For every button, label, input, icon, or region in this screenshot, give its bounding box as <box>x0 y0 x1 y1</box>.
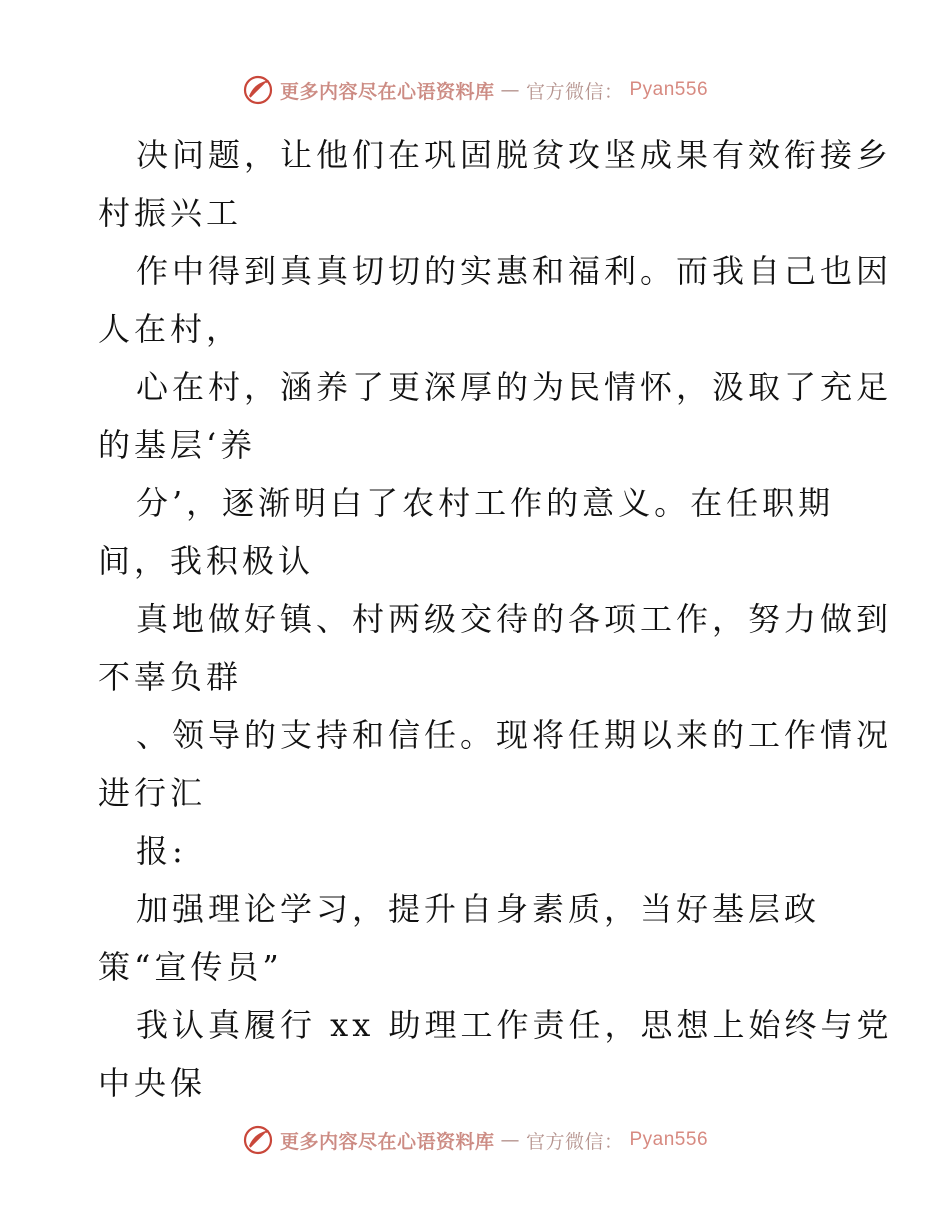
paragraph-line: 我认真履行 xx 助理工作责任，思想上始终与党 <box>136 1006 893 1044</box>
paragraph <box>98 590 893 706</box>
paragraph-line: 真地做好镇、村两级交待的各项工作，努力做到 <box>136 600 893 638</box>
watermark-separator: — <box>500 79 520 101</box>
wechat-label: 官方微信： <box>525 80 624 103</box>
paragraph-line: 人在村， <box>98 310 243 348</box>
paragraph <box>98 474 858 590</box>
footer-watermark <box>0 1120 950 1160</box>
watermark-text: 更多内容尽在心语资料库 <box>279 80 495 103</box>
paragraph <box>98 242 893 358</box>
section-heading <box>98 880 858 996</box>
wechat-label: 官方微信： <box>525 1130 624 1153</box>
watermark-separator: — <box>500 1129 520 1151</box>
paragraph-line: 加强理论学习，提升自身素质，当好基层政 <box>136 890 821 928</box>
header-watermark <box>0 70 950 110</box>
paragraph <box>98 358 893 474</box>
paragraph-line: 不辜负群 <box>98 658 243 696</box>
paragraph <box>98 706 893 822</box>
paragraph-line: 报: <box>136 832 187 870</box>
paragraph-line: 分’，逐渐明白了农村工作的意义。在任职期 <box>136 484 835 522</box>
paragraph-line: 中央保 <box>98 1064 207 1102</box>
pen-logo-icon <box>242 1124 274 1156</box>
paragraph-line: 心在村，涵养了更深厚的为民情怀，汲取了充足 <box>136 368 893 406</box>
paragraph-line: 决问题，让他们在巩固脱贫攻坚成果有效衔接乡 <box>136 136 893 174</box>
watermark-text: 更多内容尽在心语资料库 <box>279 1130 495 1153</box>
paragraph-line: 间，我积极认 <box>98 542 315 580</box>
paragraph-line: 村振兴工 <box>98 194 243 232</box>
paragraph <box>98 822 858 880</box>
paragraph-line: 作中得到真真切切的实惠和福利。而我自己也因 <box>136 252 893 290</box>
document-body <box>98 126 893 1112</box>
paragraph-line: 进行汇 <box>98 774 207 812</box>
wechat-id: Pyan556 <box>629 1129 709 1150</box>
paragraph-line: 、领导的支持和信任。现将任期以来的工作情况 <box>136 716 893 754</box>
wechat-id: Pyan556 <box>629 79 709 100</box>
paragraph-line: 的基层‘养 <box>98 426 257 464</box>
paragraph <box>98 996 893 1112</box>
pen-logo-icon <box>242 74 274 106</box>
paragraph-line: 策“宣传员” <box>98 948 283 986</box>
paragraph <box>98 126 893 242</box>
